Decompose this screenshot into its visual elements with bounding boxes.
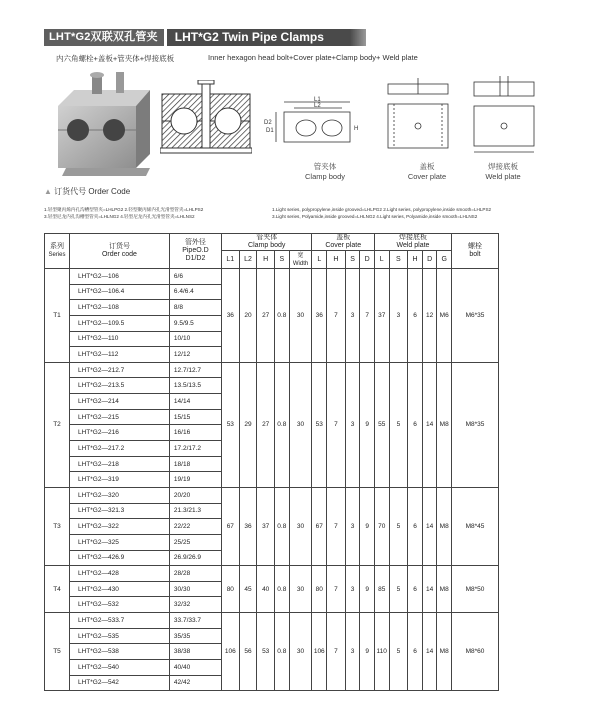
clamp-dim-cell: 0.8 [275,362,290,487]
clamp-dim-cell: 56 [239,613,257,691]
bolt-cell: M8*35 [451,362,498,487]
pipe-od-cell: 10/10 [169,331,221,347]
order-code-cell: LHT*G2—321.3 [69,503,169,519]
pipe-od-cell: 25/25 [169,534,221,550]
pipe-od-cell: 22/22 [169,519,221,535]
col-bolt: 螺栓 bolt [451,234,498,269]
clamp-photo [56,72,152,176]
weld-dim-cell: 70 [374,487,389,565]
clamp-dim-cell: 30 [289,487,312,565]
pipe-od-cell: 35/35 [169,628,221,644]
clamp-dim-cell: 106 [221,613,239,691]
cover-dim-cell: 7 [327,566,346,613]
order-code-cell: LHT*G2—319 [69,472,169,488]
order-code-cell: LHT*G2—217.2 [69,441,169,457]
order-code-cell: LHT*G2—213.5 [69,378,169,394]
col-cover-l: L [312,251,327,269]
order-code-heading: ▲ 订货代号 Order Code [44,187,131,196]
weld-dim-cell: 6 [408,362,423,487]
col-s: S [275,251,290,269]
weld-dim-cell: 6 [408,613,423,691]
clamp-dim-cell: 27 [257,269,275,363]
pipe-od-cell: 9.5/9.5 [169,315,221,331]
order-code-cell: LHT*G2—428 [69,566,169,582]
clamp-dim-cell: 0.8 [275,487,290,565]
table-row [45,362,499,378]
notes-cn: 1.轻型聚丙烯内孔沟槽型管夹=LHLPG2 2.轻型聚丙烯内孔光滑型管夹=LHLPS2 3.轻型尼龙内孔沟槽型管夹=LHLNG2 4.轻型尼龙内孔光滑型管夹=LHLNS2 [44,207,204,219]
pipe-od-cell: 13.5/13.5 [169,378,221,394]
order-code-cell: LHT*G2—106.4 [69,284,169,300]
table-row [45,613,499,629]
weld-dim-cell: 14 [422,487,437,565]
order-code-cell: LHT*G2—532 [69,597,169,613]
clamp-dim-cell: 0.8 [275,269,290,363]
cover-dim-cell: 3 [345,487,360,565]
description-en: Inner hexagon head bolt+Cover plate+Clamp body+ Weld plate [208,53,418,62]
weld-dim-cell: M8 [437,613,452,691]
pipe-od-cell: 30/30 [169,581,221,597]
cover-dim-cell: 7 [327,487,346,565]
col-order-code: 订货号 Order code [69,234,169,269]
clamp-dim-cell: 67 [221,487,239,565]
weld-dim-cell: M6 [437,269,452,363]
pipe-od-cell: 6/6 [169,269,221,285]
weld-dim-cell: 55 [374,362,389,487]
bolt-cell: M8*45 [451,487,498,565]
cover-dim-cell: 9 [360,487,375,565]
clamp-dim-cell: 30 [289,613,312,691]
pipe-od-cell: 16/16 [169,425,221,441]
clamp-dim-cell: 45 [239,566,257,613]
clamp-dim-cell: 27 [257,362,275,487]
clamp-dim-cell: 30 [289,269,312,363]
clamp-dim-cell: 29 [239,362,257,487]
order-code-cell: LHT*G2—215 [69,409,169,425]
order-code-cell: LHT*G2—216 [69,425,169,441]
weld-dim-cell: M8 [437,487,452,565]
order-code-cell: LHT*G2—320 [69,487,169,503]
title-banner-tail [350,29,366,46]
weld-dim-cell: 85 [374,566,389,613]
weld-dim-cell: 6 [408,487,423,565]
order-code-cell: LHT*G2—110 [69,331,169,347]
notes-en: 1.Light series, polypropylene,inside grooved=LHLPG2 2.Light series, polypropylene,inside smooth=LHLPS2 3.Light series, Polyamide,inside grooved=LHLNG2 4.Light series, Polyamide,inside smooth=LHLNS2 [272,207,492,219]
order-code-cell: LHT*G2—109.5 [69,315,169,331]
bolt-cell: M8*50 [451,566,498,613]
order-code-cell: LHT*G2—540 [69,660,169,676]
cover-dim-cell: 9 [360,613,375,691]
col-series: 系列 Series [45,234,70,269]
clamp-dim-cell: 30 [289,566,312,613]
caption-clamp-body: 管夹体 Clamp body [304,162,346,181]
order-code-cell: LHT*G2—112 [69,347,169,363]
label-l1: L1 [314,97,321,103]
pipe-od-cell: 42/42 [169,675,221,691]
section-drawing [160,80,252,154]
weld-dim-cell: 6 [408,269,423,363]
clamp-dim-cell: 40 [257,566,275,613]
weld-dim-cell: 14 [422,362,437,487]
pipe-od-cell: 6.4/6.4 [169,284,221,300]
bolt-cell: M8*60 [451,613,498,691]
col-cover-s: S [345,251,360,269]
cover-dim-cell: 3 [345,566,360,613]
caption-cover-plate: 盖板 Cover plate [407,162,447,181]
col-weld-h: H [408,251,423,269]
col-weld-l: L [374,251,389,269]
table-row [45,269,499,285]
title-banner [44,29,366,46]
series-cell: T3 [45,487,70,565]
cover-dim-cell: 7 [327,613,346,691]
col-l1: L1 [221,251,239,269]
cover-dim-cell: 3 [345,613,360,691]
clamp-dim-cell: 0.8 [275,566,290,613]
clamp-dim-cell: 37 [257,487,275,565]
clamp-dim-cell: 36 [239,487,257,565]
weld-dim-cell: 37 [374,269,389,363]
col-weld-s: S [389,251,408,269]
series-cell: T1 [45,269,70,363]
table-row [45,566,499,582]
spec-table [44,233,499,691]
pipe-od-cell: 12/12 [169,347,221,363]
weld-dim-cell: 14 [422,566,437,613]
order-code-cell: LHT*G2—542 [69,675,169,691]
order-code-cell: LHT*G2—430 [69,581,169,597]
weld-dim-cell: 6 [408,566,423,613]
clamp-dim-cell: 53 [257,613,275,691]
cover-dim-cell: 80 [312,566,327,613]
label-l2: L2 [314,103,321,109]
pipe-od-cell: 40/40 [169,660,221,676]
pipe-od-cell: 19/19 [169,472,221,488]
weld-plate-drawing [470,72,544,156]
order-code-cell: LHT*G2—106 [69,269,169,285]
label-d2: D2 [264,120,272,126]
triangle-icon: ▲ [44,187,52,196]
title-cn: LHT*G2双联双孔管夹 [44,29,164,46]
cover-dim-cell: 7 [327,269,346,363]
col-cover-d: D [360,251,375,269]
clamp-dim-cell: 36 [221,269,239,363]
pipe-od-cell: 28/28 [169,566,221,582]
order-code-cell: LHT*G2—325 [69,534,169,550]
table-row [45,487,499,503]
clamp-dim-cell: 20 [239,269,257,363]
weld-dim-cell: 5 [389,613,408,691]
pipe-od-cell: 15/15 [169,409,221,425]
title-en: LHT*G2 Twin Pipe Clamps [167,29,350,46]
pipe-od-cell: 38/38 [169,644,221,660]
description-cn: 内六角螺栓+盖板+管夹体+焊接底板 [56,54,175,63]
cover-dim-cell: 53 [312,362,327,487]
clamp-dim-cell: 80 [221,566,239,613]
order-code-cell: LHT*G2—218 [69,456,169,472]
cover-dim-cell: 7 [327,362,346,487]
series-cell: T2 [45,362,70,487]
col-clamp-body: 管夹体 Clamp body [221,234,312,251]
weld-dim-cell: 5 [389,362,408,487]
weld-dim-cell: 5 [389,487,408,565]
pipe-od-cell: 8/8 [169,300,221,316]
pipe-od-cell: 17.2/17.2 [169,441,221,457]
series-cell: T4 [45,566,70,613]
pipe-od-cell: 21.3/21.3 [169,503,221,519]
order-code-cell: LHT*G2—426.9 [69,550,169,566]
clamp-body-drawing [262,92,362,154]
col-cover-plate: 盖板 Cover plate [312,234,374,251]
pipe-od-cell: 20/20 [169,487,221,503]
col-width: 宽 Width [289,251,312,269]
pipe-od-cell: 12.7/12.7 [169,362,221,378]
clamp-dim-cell: 0.8 [275,613,290,691]
col-l2: L2 [239,251,257,269]
pipe-od-cell: 18/18 [169,456,221,472]
clamp-dim-cell: 30 [289,362,312,487]
weld-dim-cell: 5 [389,566,408,613]
cover-dim-cell: 9 [360,566,375,613]
clamp-dim-cell: 53 [221,362,239,487]
label-h: H [354,126,359,132]
series-cell: T5 [45,613,70,691]
cover-dim-cell: 3 [345,269,360,363]
order-code-cell: LHT*G2—533.7 [69,613,169,629]
cover-dim-cell: 3 [345,362,360,487]
pipe-od-cell: 26.9/26.9 [169,550,221,566]
col-cover-h: H [327,251,346,269]
weld-dim-cell: 110 [374,613,389,691]
caption-weld-plate: 焊接底板 Weld plate [485,162,521,181]
pipe-od-cell: 33.7/33.7 [169,613,221,629]
label-d1: D1 [266,128,274,134]
weld-dim-cell: M8 [437,566,452,613]
col-weld-plate: 焊接底板 Weld plate [374,234,451,251]
bolt-cell: M6*35 [451,269,498,363]
cover-dim-cell: 67 [312,487,327,565]
cover-dim-cell: 9 [360,362,375,487]
order-code-cell: LHT*G2—322 [69,519,169,535]
cover-dim-cell: 106 [312,613,327,691]
order-code-cell: LHT*G2—108 [69,300,169,316]
cover-dim-cell: 7 [360,269,375,363]
weld-dim-cell: 14 [422,613,437,691]
order-code-cell: LHT*G2—535 [69,628,169,644]
cover-dim-cell: 36 [312,269,327,363]
weld-dim-cell: M8 [437,362,452,487]
col-weld-g: G [437,251,452,269]
pipe-od-cell: 14/14 [169,394,221,410]
weld-dim-cell: 12 [422,269,437,363]
col-weld-d: D [422,251,437,269]
col-h: H [257,251,275,269]
order-code-cell: LHT*G2—212.7 [69,362,169,378]
cover-plate-drawing [384,76,460,156]
weld-dim-cell: 3 [389,269,408,363]
order-code-cell: LHT*G2—214 [69,394,169,410]
order-code-cell: LHT*G2—538 [69,644,169,660]
pipe-od-cell: 32/32 [169,597,221,613]
col-pipe-od: 管外径 PipeO.D D1/D2 [169,234,221,269]
